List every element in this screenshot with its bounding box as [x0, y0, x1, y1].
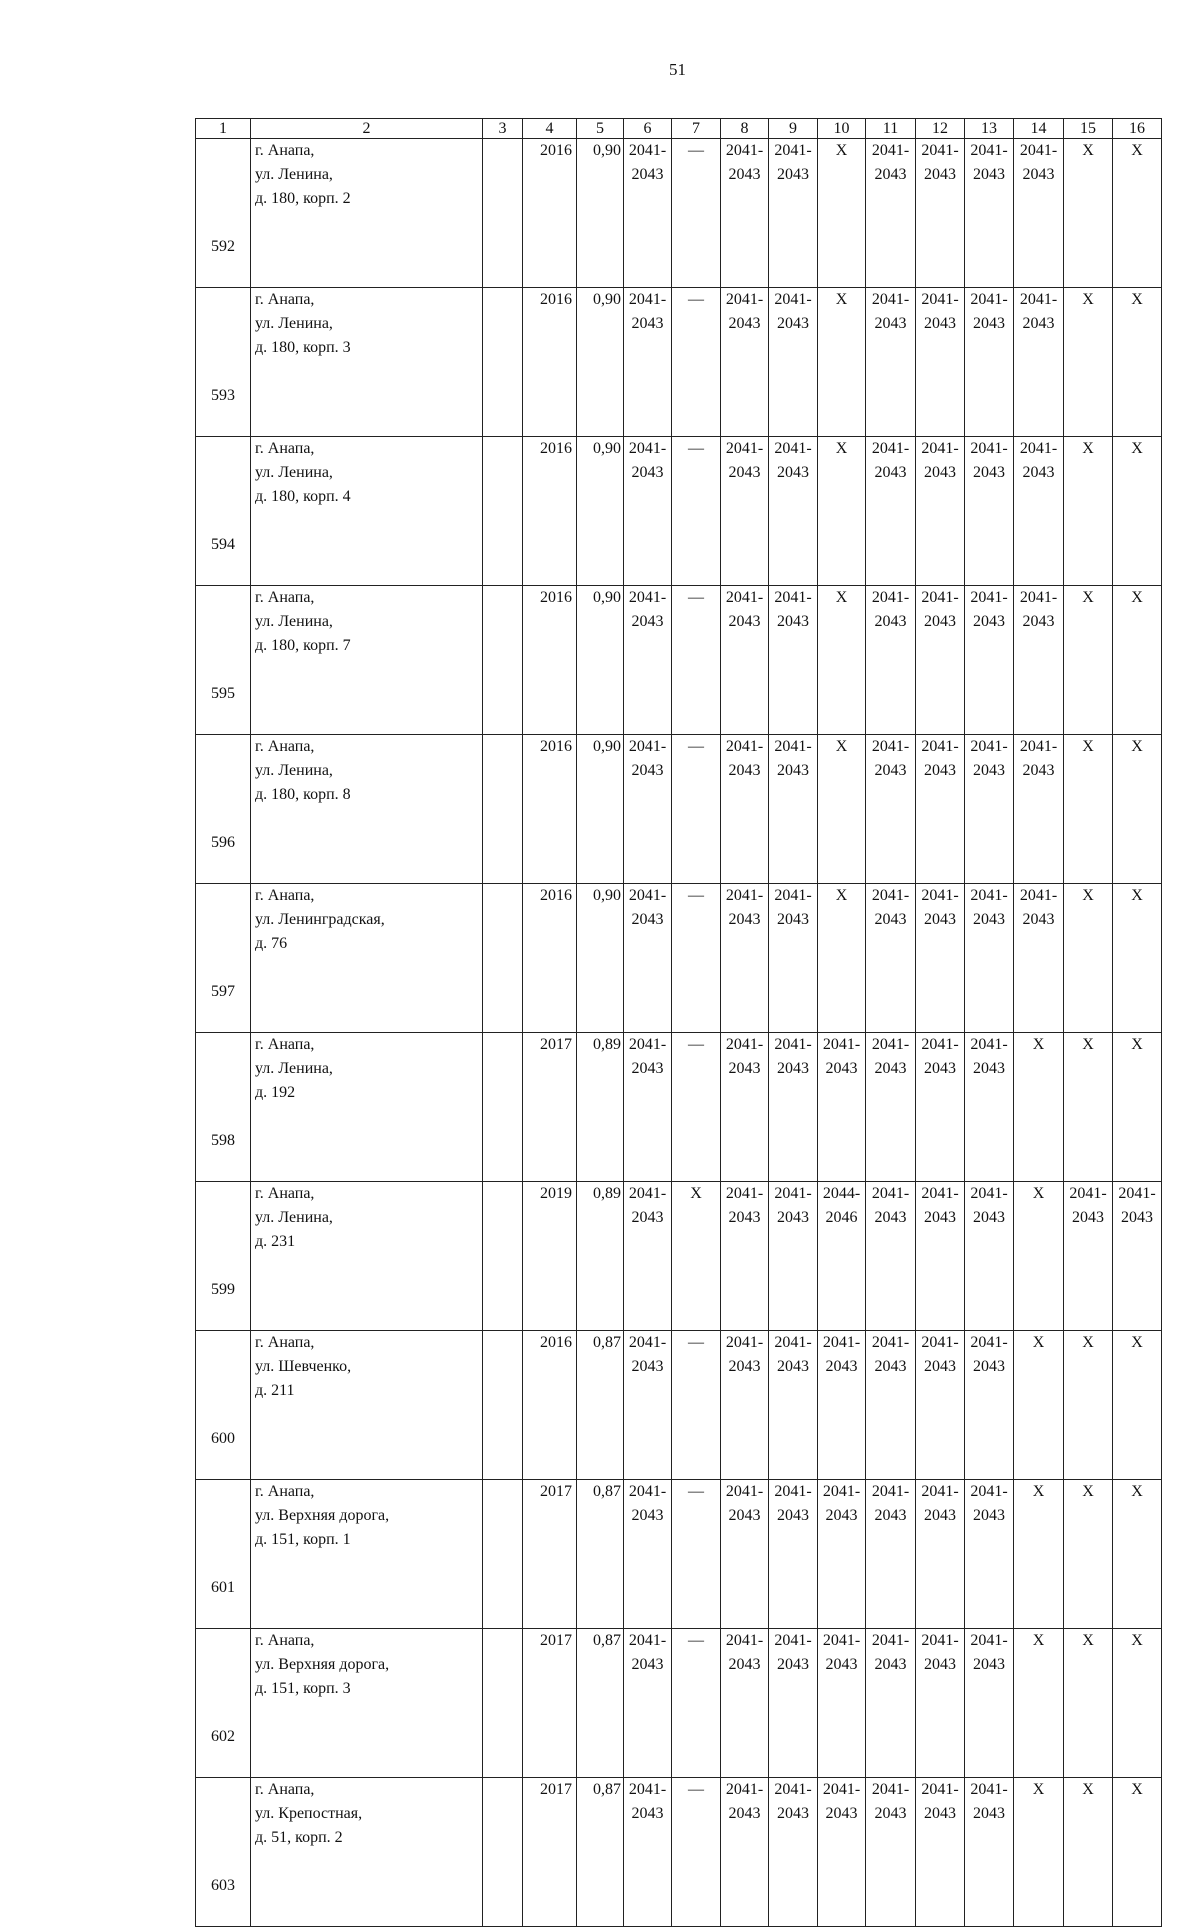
- period-cell: 2041- 2043: [965, 1778, 1014, 1927]
- column-header: 13: [965, 119, 1014, 139]
- table-row: [196, 437, 1162, 586]
- period-cell: 2041- 2043: [624, 1182, 672, 1331]
- col3-cell: [483, 884, 523, 1033]
- table-row: [196, 884, 1162, 1033]
- table-row: [196, 586, 1162, 735]
- table-row: [196, 288, 1162, 437]
- period-cell: 2041- 2043: [721, 1629, 769, 1778]
- period-cell: X: [1014, 1182, 1064, 1331]
- period-cell: 2041- 2043: [818, 1778, 866, 1927]
- period-cell: 2041- 2043: [624, 884, 672, 1033]
- col7-cell: —: [672, 139, 721, 288]
- column-header: 4: [523, 119, 577, 139]
- period-cell: 2041- 2043: [965, 735, 1014, 884]
- period-cell: 2041- 2043: [866, 1182, 916, 1331]
- period-cell: X: [818, 586, 866, 735]
- column-header: 16: [1113, 119, 1162, 139]
- year-cell: 2017: [523, 1033, 577, 1182]
- coefficient-cell: 0,90: [577, 288, 624, 437]
- row-number: 600: [196, 1331, 251, 1480]
- col7-cell: —: [672, 1033, 721, 1182]
- col7-cell: —: [672, 884, 721, 1033]
- period-cell: 2041- 2043: [624, 1331, 672, 1480]
- coefficient-cell: 0,87: [577, 1480, 624, 1629]
- address-cell: г. Анапа, ул. Ленина, д. 180, корп. 3: [251, 288, 483, 437]
- column-header: 8: [721, 119, 769, 139]
- schedule-table: [195, 118, 1162, 1927]
- period-cell: 2041- 2043: [1014, 735, 1064, 884]
- col7-cell: —: [672, 735, 721, 884]
- address-cell: г. Анапа, ул. Ленинградская, д. 76: [251, 884, 483, 1033]
- period-cell: 2041- 2043: [965, 288, 1014, 437]
- table-row: [196, 139, 1162, 288]
- column-header: 6: [624, 119, 672, 139]
- coefficient-cell: 0,89: [577, 1182, 624, 1331]
- period-cell: 2041- 2043: [866, 1033, 916, 1182]
- period-cell: X: [1064, 437, 1113, 586]
- period-cell: 2041- 2043: [1064, 1182, 1113, 1331]
- period-cell: X: [1014, 1480, 1064, 1629]
- column-header: 9: [769, 119, 818, 139]
- period-cell: 2041- 2043: [965, 1033, 1014, 1182]
- period-cell: 2041- 2043: [1113, 1182, 1162, 1331]
- period-cell: X: [1014, 1629, 1064, 1778]
- year-cell: 2016: [523, 288, 577, 437]
- period-cell: 2041- 2043: [916, 586, 965, 735]
- coefficient-cell: 0,87: [577, 1778, 624, 1927]
- year-cell: 2016: [523, 437, 577, 586]
- period-cell: 2041- 2043: [624, 288, 672, 437]
- period-cell: 2041- 2043: [721, 884, 769, 1033]
- period-cell: X: [1113, 735, 1162, 884]
- row-number: 601: [196, 1480, 251, 1629]
- period-cell: 2041- 2043: [866, 1331, 916, 1480]
- period-cell: 2041- 2043: [916, 1480, 965, 1629]
- period-cell: X: [1014, 1331, 1064, 1480]
- header-row: [196, 119, 1162, 139]
- period-cell: 2041- 2043: [1014, 437, 1064, 586]
- address-cell: г. Анапа, ул. Ленина, д. 180, корп. 8: [251, 735, 483, 884]
- column-header: 12: [916, 119, 965, 139]
- period-cell: X: [818, 288, 866, 437]
- period-cell: 2041- 2043: [624, 1778, 672, 1927]
- period-cell: 2041- 2043: [965, 1480, 1014, 1629]
- period-cell: 2041- 2043: [866, 139, 916, 288]
- period-cell: 2041- 2043: [769, 586, 818, 735]
- period-cell: 2041- 2043: [866, 437, 916, 586]
- period-cell: 2041- 2043: [916, 1331, 965, 1480]
- year-cell: 2017: [523, 1778, 577, 1927]
- period-cell: 2041- 2043: [818, 1480, 866, 1629]
- year-cell: 2016: [523, 139, 577, 288]
- period-cell: X: [818, 139, 866, 288]
- period-cell: 2041- 2043: [769, 437, 818, 586]
- column-header: 5: [577, 119, 624, 139]
- address-cell: г. Анапа, ул. Верхняя дорога, д. 151, корп. 3: [251, 1629, 483, 1778]
- period-cell: 2041- 2043: [965, 1331, 1014, 1480]
- period-cell: X: [1113, 884, 1162, 1033]
- period-cell: 2041- 2043: [769, 1629, 818, 1778]
- col7-cell: —: [672, 288, 721, 437]
- page-number: 51: [669, 60, 686, 79]
- table-row: [196, 1629, 1162, 1778]
- period-cell: 2041- 2043: [916, 884, 965, 1033]
- period-cell: 2041- 2043: [769, 288, 818, 437]
- period-cell: 2041- 2043: [624, 437, 672, 586]
- period-cell: 2041- 2043: [624, 735, 672, 884]
- period-cell: 2041- 2043: [769, 1480, 818, 1629]
- period-cell: 2041- 2043: [916, 139, 965, 288]
- address-cell: г. Анапа, ул. Ленина, д. 180, корп. 2: [251, 139, 483, 288]
- address-cell: г. Анапа, ул. Ленина, д. 180, корп. 7: [251, 586, 483, 735]
- column-header: 11: [866, 119, 916, 139]
- period-cell: 2041- 2043: [866, 735, 916, 884]
- period-cell: 2041- 2043: [769, 884, 818, 1033]
- col7-cell: —: [672, 437, 721, 586]
- period-cell: 2041- 2043: [866, 1480, 916, 1629]
- period-cell: X: [1113, 1629, 1162, 1778]
- column-header: 3: [483, 119, 523, 139]
- period-cell: 2041- 2043: [624, 139, 672, 288]
- period-cell: 2041- 2043: [866, 288, 916, 437]
- period-cell: 2041- 2043: [721, 735, 769, 884]
- year-cell: 2019: [523, 1182, 577, 1331]
- period-cell: 2041- 2043: [721, 586, 769, 735]
- period-cell: X: [1014, 1033, 1064, 1182]
- coefficient-cell: 0,89: [577, 1033, 624, 1182]
- period-cell: 2041- 2043: [721, 1182, 769, 1331]
- period-cell: 2041- 2043: [916, 437, 965, 586]
- table-row: [196, 1480, 1162, 1629]
- period-cell: 2041- 2043: [965, 1629, 1014, 1778]
- coefficient-cell: 0,90: [577, 586, 624, 735]
- period-cell: 2041- 2043: [721, 139, 769, 288]
- col3-cell: [483, 735, 523, 884]
- address-cell: г. Анапа, ул. Верхняя дорога, д. 151, корп. 1: [251, 1480, 483, 1629]
- period-cell: 2041- 2043: [965, 884, 1014, 1033]
- table-row: [196, 1182, 1162, 1331]
- col7-cell: —: [672, 1480, 721, 1629]
- period-cell: X: [1064, 1033, 1113, 1182]
- row-number: 602: [196, 1629, 251, 1778]
- period-cell: 2041- 2043: [769, 1778, 818, 1927]
- period-cell: X: [1113, 437, 1162, 586]
- period-cell: 2041- 2043: [1014, 139, 1064, 288]
- column-header: 1: [196, 119, 251, 139]
- period-cell: 2041- 2043: [916, 1629, 965, 1778]
- year-cell: 2017: [523, 1629, 577, 1778]
- period-cell: X: [818, 437, 866, 586]
- period-cell: X: [1064, 586, 1113, 735]
- period-cell: 2041- 2043: [818, 1331, 866, 1480]
- period-cell: 2041- 2043: [624, 586, 672, 735]
- col3-cell: [483, 1629, 523, 1778]
- period-cell: 2041- 2043: [769, 1182, 818, 1331]
- year-cell: 2016: [523, 735, 577, 884]
- col7-cell: —: [672, 1331, 721, 1480]
- period-cell: X: [1064, 735, 1113, 884]
- period-cell: X: [1113, 1331, 1162, 1480]
- period-cell: 2041- 2043: [866, 1778, 916, 1927]
- period-cell: 2041- 2043: [1014, 884, 1064, 1033]
- period-cell: 2041- 2043: [916, 288, 965, 437]
- period-cell: 2041- 2043: [721, 288, 769, 437]
- column-header: 10: [818, 119, 866, 139]
- row-number: 593: [196, 288, 251, 437]
- period-cell: X: [1064, 139, 1113, 288]
- col7-cell: —: [672, 586, 721, 735]
- coefficient-cell: 0,90: [577, 884, 624, 1033]
- col3-cell: [483, 139, 523, 288]
- period-cell: 2041- 2043: [769, 735, 818, 884]
- year-cell: 2016: [523, 1331, 577, 1480]
- col7-cell: —: [672, 1778, 721, 1927]
- column-header: 2: [251, 119, 483, 139]
- period-cell: X: [1064, 1778, 1113, 1927]
- address-cell: г. Анапа, ул. Ленина, д. 192: [251, 1033, 483, 1182]
- period-cell: 2041- 2043: [818, 1033, 866, 1182]
- period-cell: 2044- 2046: [818, 1182, 866, 1331]
- period-cell: 2041- 2043: [916, 1182, 965, 1331]
- period-cell: 2041- 2043: [916, 1778, 965, 1927]
- period-cell: 2041- 2043: [866, 1629, 916, 1778]
- row-number: 599: [196, 1182, 251, 1331]
- period-cell: X: [1064, 1629, 1113, 1778]
- table-row: [196, 1331, 1162, 1480]
- period-cell: X: [1113, 139, 1162, 288]
- row-number: 597: [196, 884, 251, 1033]
- col3-cell: [483, 1778, 523, 1927]
- period-cell: X: [1113, 1033, 1162, 1182]
- period-cell: 2041- 2043: [769, 139, 818, 288]
- column-header: 7: [672, 119, 721, 139]
- coefficient-cell: 0,90: [577, 735, 624, 884]
- column-header: 14: [1014, 119, 1064, 139]
- period-cell: X: [1064, 288, 1113, 437]
- period-cell: 2041- 2043: [624, 1480, 672, 1629]
- period-cell: 2041- 2043: [866, 884, 916, 1033]
- row-number: 596: [196, 735, 251, 884]
- row-number: 603: [196, 1778, 251, 1927]
- address-cell: г. Анапа, ул. Крепостная, д. 51, корп. 2: [251, 1778, 483, 1927]
- period-cell: 2041- 2043: [916, 735, 965, 884]
- period-cell: 2041- 2043: [965, 437, 1014, 586]
- period-cell: 2041- 2043: [721, 1480, 769, 1629]
- coefficient-cell: 0,87: [577, 1629, 624, 1778]
- address-cell: г. Анапа, ул. Ленина, д. 180, корп. 4: [251, 437, 483, 586]
- address-cell: г. Анапа, ул. Шевченко, д. 211: [251, 1331, 483, 1480]
- period-cell: 2041- 2043: [769, 1033, 818, 1182]
- period-cell: 2041- 2043: [818, 1629, 866, 1778]
- row-number: 598: [196, 1033, 251, 1182]
- period-cell: X: [818, 884, 866, 1033]
- coefficient-cell: 0,90: [577, 139, 624, 288]
- col7-cell: —: [672, 1629, 721, 1778]
- period-cell: X: [1113, 288, 1162, 437]
- col7-cell: X: [672, 1182, 721, 1331]
- row-number: 592: [196, 139, 251, 288]
- period-cell: 2041- 2043: [1014, 586, 1064, 735]
- coefficient-cell: 0,90: [577, 437, 624, 586]
- col3-cell: [483, 1331, 523, 1480]
- coefficient-cell: 0,87: [577, 1331, 624, 1480]
- year-cell: 2017: [523, 1480, 577, 1629]
- period-cell: X: [1113, 1480, 1162, 1629]
- period-cell: 2041- 2043: [965, 1182, 1014, 1331]
- period-cell: X: [1064, 1480, 1113, 1629]
- col3-cell: [483, 1182, 523, 1331]
- period-cell: X: [1064, 1331, 1113, 1480]
- period-cell: 2041- 2043: [965, 586, 1014, 735]
- col3-cell: [483, 1033, 523, 1182]
- year-cell: 2016: [523, 586, 577, 735]
- col3-cell: [483, 586, 523, 735]
- period-cell: 2041- 2043: [916, 1033, 965, 1182]
- period-cell: X: [1064, 884, 1113, 1033]
- column-header: 15: [1064, 119, 1113, 139]
- period-cell: 2041- 2043: [624, 1629, 672, 1778]
- col3-cell: [483, 288, 523, 437]
- period-cell: X: [1113, 586, 1162, 735]
- period-cell: 2041- 2043: [721, 1331, 769, 1480]
- period-cell: 2041- 2043: [1014, 288, 1064, 437]
- table-row: [196, 1778, 1162, 1927]
- period-cell: 2041- 2043: [965, 139, 1014, 288]
- table-row: [196, 735, 1162, 884]
- row-number: 595: [196, 586, 251, 735]
- table-row: [196, 1033, 1162, 1182]
- period-cell: X: [818, 735, 866, 884]
- period-cell: 2041- 2043: [721, 1778, 769, 1927]
- period-cell: 2041- 2043: [866, 586, 916, 735]
- col3-cell: [483, 437, 523, 586]
- address-cell: г. Анапа, ул. Ленина, д. 231: [251, 1182, 483, 1331]
- period-cell: 2041- 2043: [624, 1033, 672, 1182]
- year-cell: 2016: [523, 884, 577, 1033]
- row-number: 594: [196, 437, 251, 586]
- col3-cell: [483, 1480, 523, 1629]
- period-cell: 2041- 2043: [721, 1033, 769, 1182]
- period-cell: X: [1113, 1778, 1162, 1927]
- period-cell: 2041- 2043: [769, 1331, 818, 1480]
- period-cell: X: [1014, 1778, 1064, 1927]
- period-cell: 2041- 2043: [721, 437, 769, 586]
